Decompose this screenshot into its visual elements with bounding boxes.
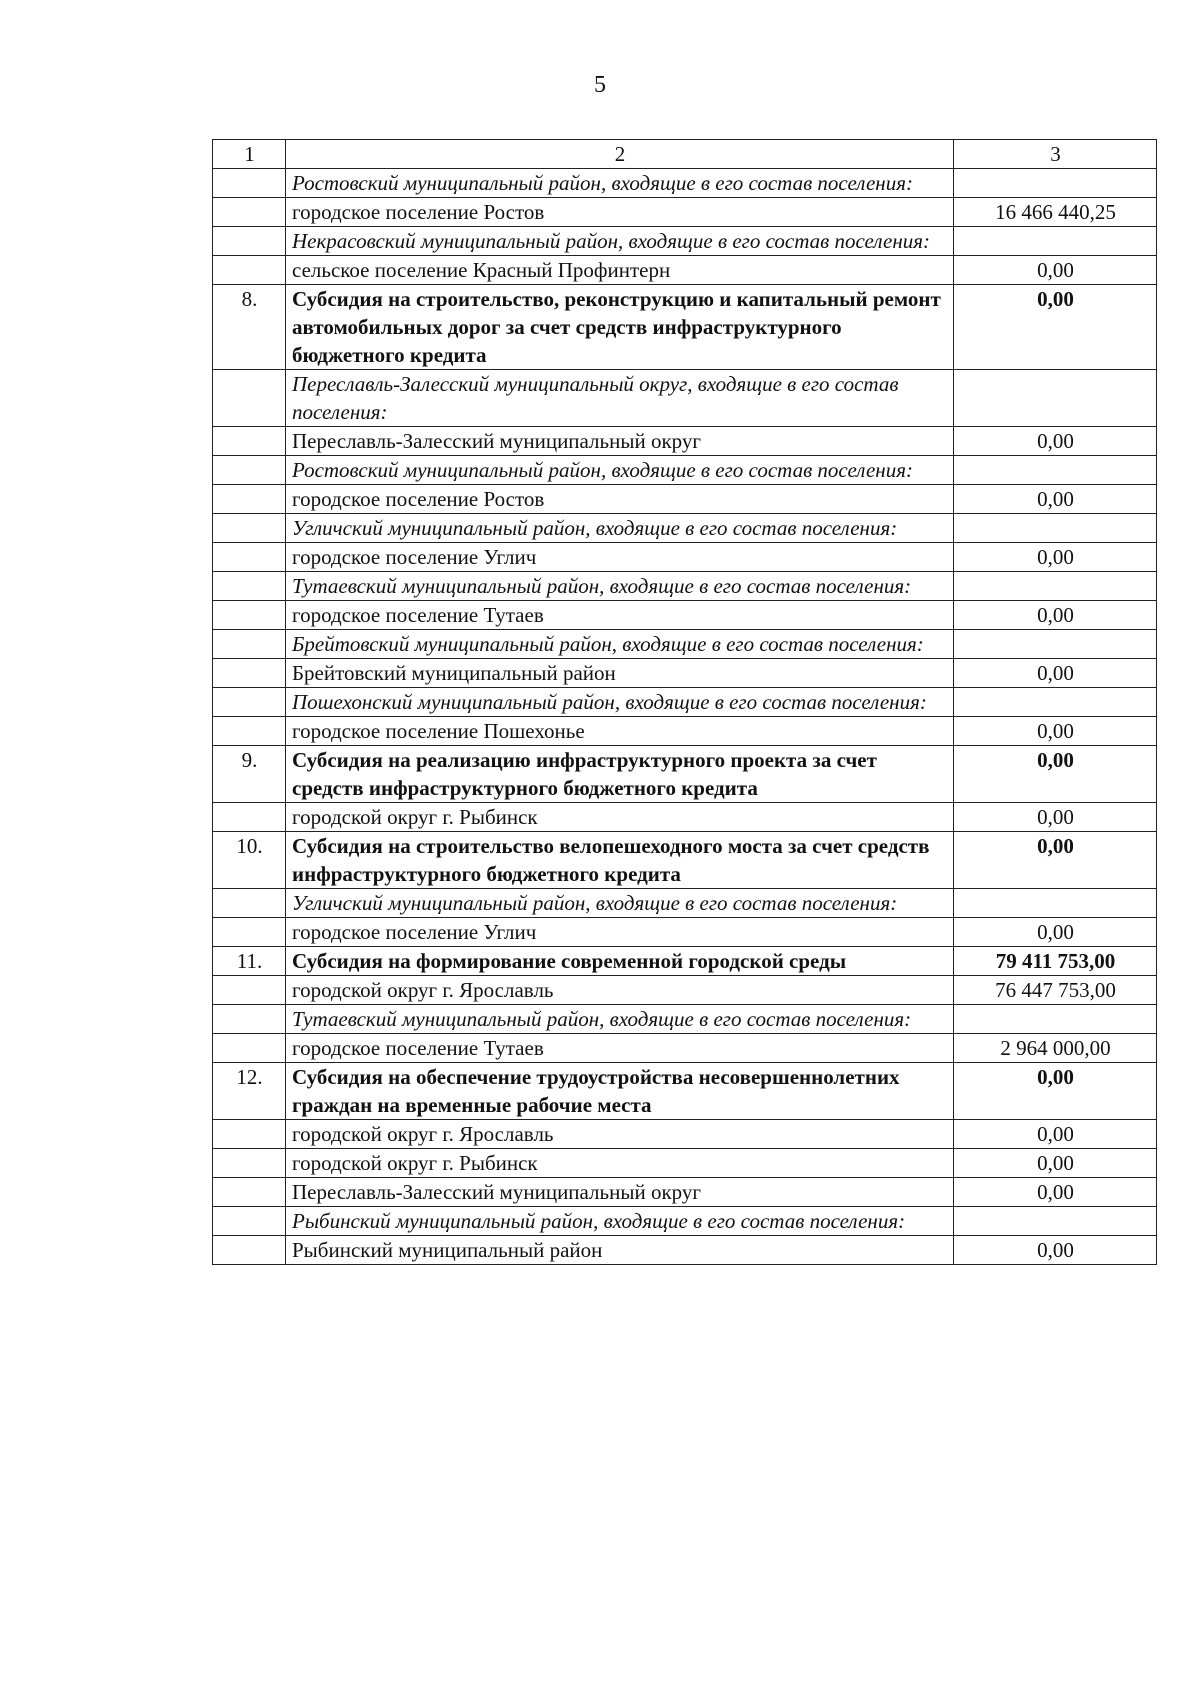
row-description-cell: городское поселение Тутаев bbox=[286, 1034, 954, 1063]
row-description-cell: городское поселение Тутаев bbox=[286, 601, 954, 630]
row-amount-cell bbox=[954, 514, 1157, 543]
row-description-cell: Переславль-Залесский муниципальный округ, входящие в его состав поселения: bbox=[286, 370, 954, 427]
table-row bbox=[213, 746, 1157, 803]
row-description-cell: Угличский муниципальный район, входящие в его состав поселения: bbox=[286, 889, 954, 918]
row-amount-cell: 76 447 753,00 bbox=[954, 976, 1157, 1005]
row-number-cell: 9. bbox=[213, 746, 286, 803]
row-amount-cell: 0,00 bbox=[954, 1149, 1157, 1178]
table-row bbox=[213, 1120, 1157, 1149]
row-amount-cell bbox=[954, 227, 1157, 256]
table-row bbox=[213, 918, 1157, 947]
table-row bbox=[213, 285, 1157, 370]
row-number-cell bbox=[213, 227, 286, 256]
row-number-cell bbox=[213, 572, 286, 601]
row-description-cell: городское поселение Углич bbox=[286, 543, 954, 572]
table-row bbox=[213, 370, 1157, 427]
row-number-cell bbox=[213, 889, 286, 918]
row-number-cell bbox=[213, 1236, 286, 1265]
row-amount-cell: 0,00 bbox=[954, 543, 1157, 572]
table-row bbox=[213, 1005, 1157, 1034]
row-description-cell: Субсидия на обеспечение трудоустройства несовершеннолетних граждан на временные рабочие места bbox=[286, 1063, 954, 1120]
row-description-cell: Тутаевский муниципальный район, входящие в его состав поселения: bbox=[286, 572, 954, 601]
row-description-cell: городское поселение Углич bbox=[286, 918, 954, 947]
table-row bbox=[213, 1178, 1157, 1207]
row-amount-cell bbox=[954, 1005, 1157, 1034]
table-row bbox=[213, 1149, 1157, 1178]
row-amount-cell: 0,00 bbox=[954, 601, 1157, 630]
row-amount-cell bbox=[954, 688, 1157, 717]
table-row bbox=[213, 198, 1157, 227]
row-number-cell bbox=[213, 803, 286, 832]
row-number-cell bbox=[213, 918, 286, 947]
row-amount-cell: 79 411 753,00 bbox=[954, 947, 1157, 976]
row-number-cell bbox=[213, 601, 286, 630]
table-row bbox=[213, 976, 1157, 1005]
row-description-cell: Рыбинский муниципальный район bbox=[286, 1236, 954, 1265]
table-row bbox=[213, 659, 1157, 688]
row-amount-cell: 0,00 bbox=[954, 746, 1157, 803]
row-number-cell bbox=[213, 630, 286, 659]
row-description-cell: Некрасовский муниципальный район, входящие в его состав поселения: bbox=[286, 227, 954, 256]
row-description-cell: Тутаевский муниципальный район, входящие в его состав поселения: bbox=[286, 1005, 954, 1034]
row-amount-cell bbox=[954, 630, 1157, 659]
row-amount-cell: 0,00 bbox=[954, 1236, 1157, 1265]
row-amount-cell: 0,00 bbox=[954, 1063, 1157, 1120]
row-amount-cell: 16 466 440,25 bbox=[954, 198, 1157, 227]
row-amount-cell: 0,00 bbox=[954, 717, 1157, 746]
row-amount-cell bbox=[954, 572, 1157, 601]
row-number-cell bbox=[213, 688, 286, 717]
row-amount-cell: 0,00 bbox=[954, 918, 1157, 947]
subsidy-table bbox=[212, 139, 1157, 1265]
row-amount-cell: 0,00 bbox=[954, 832, 1157, 889]
row-amount-cell: 0,00 bbox=[954, 659, 1157, 688]
row-number-cell bbox=[213, 1178, 286, 1207]
row-number-cell bbox=[213, 427, 286, 456]
table-row bbox=[213, 1034, 1157, 1063]
row-number-cell bbox=[213, 1120, 286, 1149]
row-amount-cell: 0,00 bbox=[954, 1178, 1157, 1207]
table-row bbox=[213, 688, 1157, 717]
page-number: 5 bbox=[594, 72, 606, 98]
table-row bbox=[213, 1236, 1157, 1265]
row-amount-cell bbox=[954, 370, 1157, 427]
table-row bbox=[213, 427, 1157, 456]
row-description-cell: городской округ г. Ярославль bbox=[286, 1120, 954, 1149]
row-description-cell: сельское поселение Красный Профинтерн bbox=[286, 256, 954, 285]
table-row bbox=[213, 601, 1157, 630]
row-number-cell: 12. bbox=[213, 1063, 286, 1120]
header-cell-col2: 2 bbox=[286, 140, 954, 169]
row-amount-cell: 0,00 bbox=[954, 803, 1157, 832]
row-amount-cell: 0,00 bbox=[954, 285, 1157, 370]
table-header-row bbox=[213, 140, 1157, 169]
table-body bbox=[213, 140, 1157, 1265]
row-number-cell bbox=[213, 1149, 286, 1178]
row-amount-cell: 0,00 bbox=[954, 256, 1157, 285]
row-amount-cell bbox=[954, 456, 1157, 485]
row-description-cell: городское поселение Ростов bbox=[286, 485, 954, 514]
table-row bbox=[213, 717, 1157, 746]
row-description-cell: Субсидия на строительство, реконструкцию и капитальный ремонт автомобильных дорог за счет средств инфраструктурного бюджетного кредита bbox=[286, 285, 954, 370]
row-number-cell bbox=[213, 514, 286, 543]
row-number-cell: 11. bbox=[213, 947, 286, 976]
table-row bbox=[213, 630, 1157, 659]
row-description-cell: городской округ г. Ярославль bbox=[286, 976, 954, 1005]
table-row bbox=[213, 803, 1157, 832]
row-number-cell bbox=[213, 456, 286, 485]
row-number-cell: 8. bbox=[213, 285, 286, 370]
table-row bbox=[213, 572, 1157, 601]
table-row bbox=[213, 169, 1157, 198]
row-number-cell: 10. bbox=[213, 832, 286, 889]
table-row bbox=[213, 543, 1157, 572]
row-amount-cell bbox=[954, 889, 1157, 918]
row-description-cell: Пошехонский муниципальный район, входящие в его состав поселения: bbox=[286, 688, 954, 717]
row-number-cell bbox=[213, 976, 286, 1005]
row-number-cell bbox=[213, 256, 286, 285]
row-description-cell: городской округ г. Рыбинск bbox=[286, 803, 954, 832]
table-row bbox=[213, 832, 1157, 889]
row-number-cell bbox=[213, 1005, 286, 1034]
table-row bbox=[213, 456, 1157, 485]
row-amount-cell: 2 964 000,00 bbox=[954, 1034, 1157, 1063]
row-description-cell: Брейтовский муниципальный район, входящие в его состав поселения: bbox=[286, 630, 954, 659]
row-number-cell bbox=[213, 370, 286, 427]
row-description-cell: Субсидия на строительство велопешеходного моста за счет средств инфраструктурного бюджетного кредита bbox=[286, 832, 954, 889]
row-description-cell: Субсидия на формирование современной городской среды bbox=[286, 947, 954, 976]
row-amount-cell bbox=[954, 169, 1157, 198]
table-row bbox=[213, 947, 1157, 976]
table-row bbox=[213, 514, 1157, 543]
row-number-cell bbox=[213, 717, 286, 746]
table-row bbox=[213, 256, 1157, 285]
row-number-cell bbox=[213, 485, 286, 514]
row-description-cell: Ростовский муниципальный район, входящие в его состав поселения: bbox=[286, 456, 954, 485]
row-number-cell bbox=[213, 659, 286, 688]
row-description-cell: городское поселение Пошехонье bbox=[286, 717, 954, 746]
table-row bbox=[213, 227, 1157, 256]
row-amount-cell bbox=[954, 1207, 1157, 1236]
row-amount-cell: 0,00 bbox=[954, 1120, 1157, 1149]
header-cell-col3: 3 bbox=[954, 140, 1157, 169]
table-row bbox=[213, 889, 1157, 918]
row-description-cell: городское поселение Ростов bbox=[286, 198, 954, 227]
table-row bbox=[213, 485, 1157, 514]
row-description-cell: Переславль-Залесский муниципальный округ bbox=[286, 427, 954, 456]
header-cell-col1: 1 bbox=[213, 140, 286, 169]
row-description-cell: Брейтовский муниципальный район bbox=[286, 659, 954, 688]
row-description-cell: Угличский муниципальный район, входящие в его состав поселения: bbox=[286, 514, 954, 543]
row-amount-cell: 0,00 bbox=[954, 485, 1157, 514]
table-row bbox=[213, 1207, 1157, 1236]
row-number-cell bbox=[213, 1207, 286, 1236]
row-description-cell: Ростовский муниципальный район, входящие в его состав поселения: bbox=[286, 169, 954, 198]
row-description-cell: Рыбинский муниципальный район, входящие в его состав поселения: bbox=[286, 1207, 954, 1236]
row-number-cell bbox=[213, 169, 286, 198]
row-number-cell bbox=[213, 1034, 286, 1063]
table-row bbox=[213, 1063, 1157, 1120]
row-number-cell bbox=[213, 543, 286, 572]
row-amount-cell: 0,00 bbox=[954, 427, 1157, 456]
row-description-cell: городской округ г. Рыбинск bbox=[286, 1149, 954, 1178]
row-description-cell: Переславль-Залесский муниципальный округ bbox=[286, 1178, 954, 1207]
row-number-cell bbox=[213, 198, 286, 227]
row-description-cell: Субсидия на реализацию инфраструктурного проекта за счет средств инфраструктурного бюджетного кредита bbox=[286, 746, 954, 803]
